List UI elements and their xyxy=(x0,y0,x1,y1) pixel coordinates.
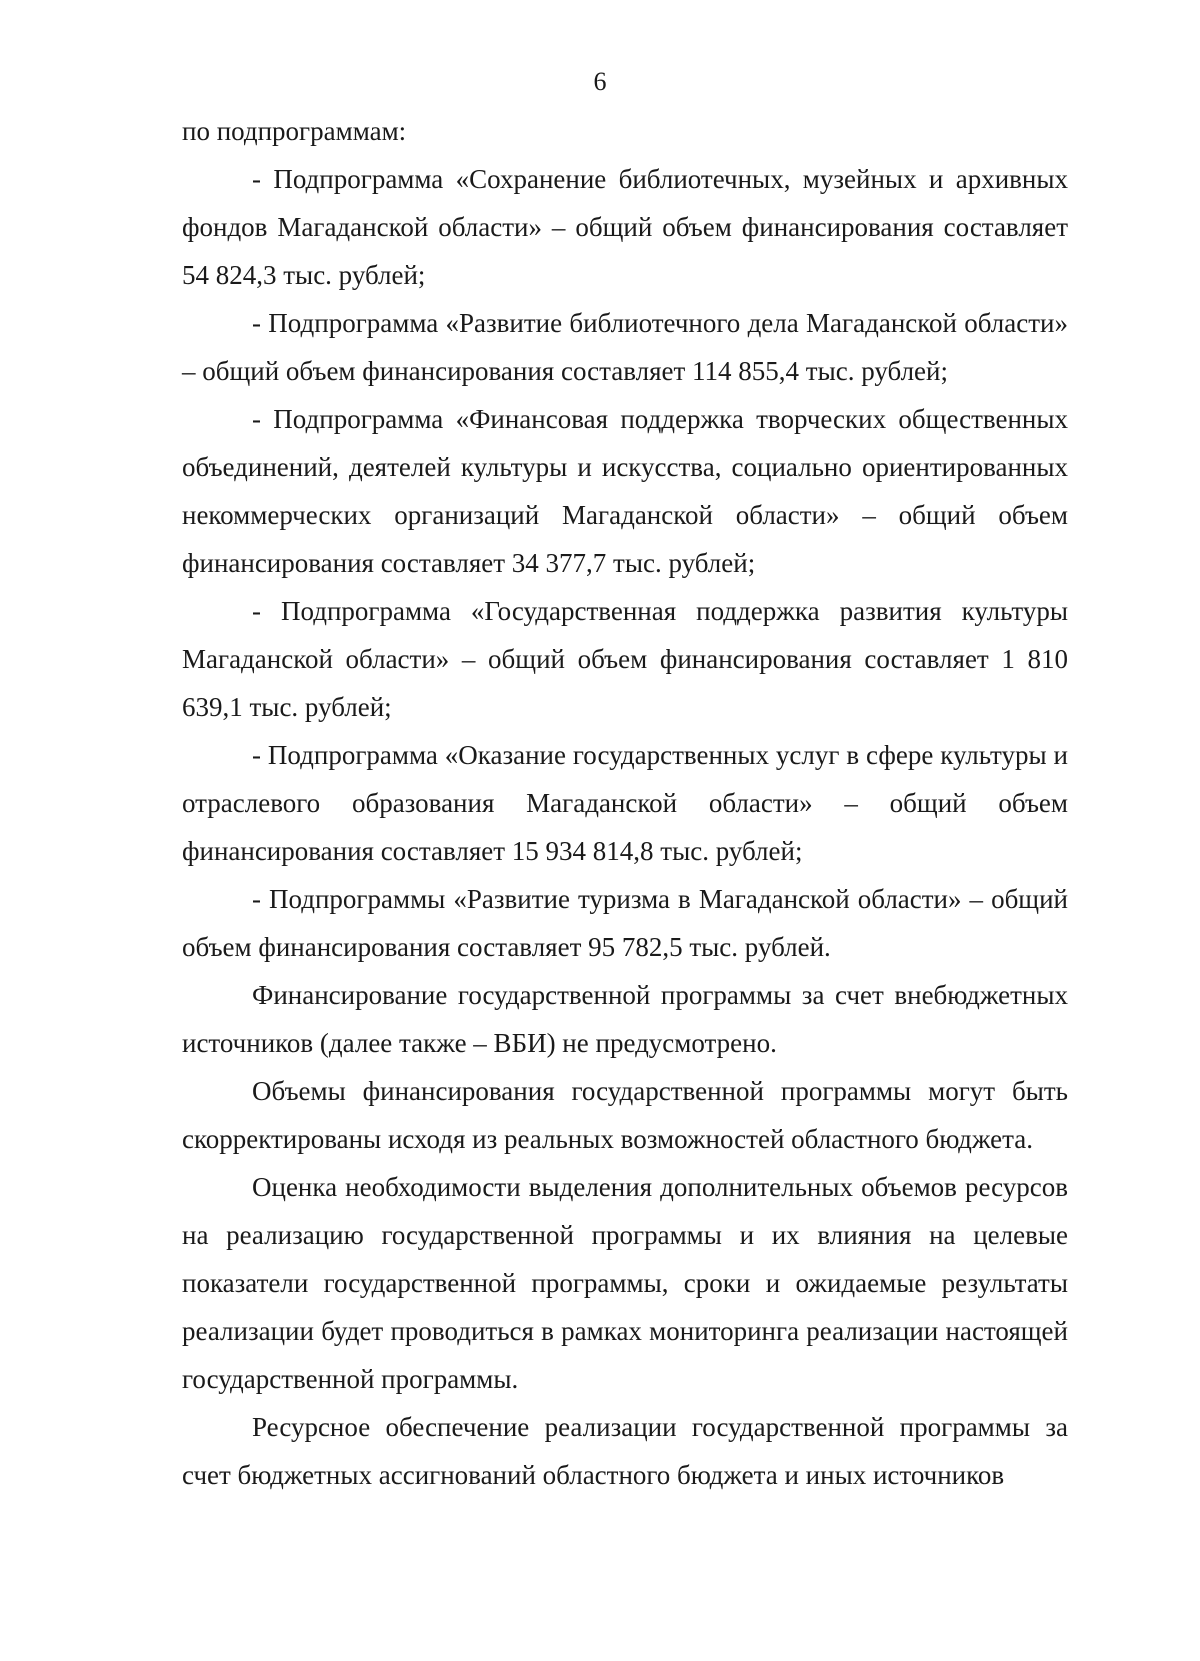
paragraph-subprogram-tourism: - Подпрограммы «Развитие туризма в Магаданской области» – общий объем финансирования составляет 95 782,5 тыс. рублей. xyxy=(182,884,1068,962)
paragraph-intro: по подпрограммам: xyxy=(182,116,407,146)
document-body xyxy=(182,107,1068,1499)
paragraph-extrabudgetary: Финансирование государственной программы за счет внебюджетных источников (далее также – ВБИ) не предусмотрено. xyxy=(182,980,1068,1058)
paragraph-subprogram-state-support: - Подпрограмма «Государственная поддержка развития культуры Магаданской области» – общий объем финансирования составляет 1 810 639,1 тыс. рублей; xyxy=(182,596,1068,722)
paragraph-adjustment: Объемы финансирования государственной программы могут быть скорректированы исходя из реальных возможностей областного бюджета. xyxy=(182,1076,1068,1154)
paragraph-assessment: Оценка необходимости выделения дополнительных объемов ресурсов на реализацию государственной программы и их влияния на целевые показатели государственной программы, сроки и ожидаемые результаты реализации будет проводиться в рамках мониторинга реализации настоящей государственной программы. xyxy=(182,1172,1068,1394)
paragraph-subprogram-state-services: - Подпрограмма «Оказание государственных услуг в сфере культуры и отраслевого образования Магаданской области» – общий объем финансирования составляет 15 934 814,8 тыс. рублей; xyxy=(182,740,1068,866)
paragraph-subprogram-library: - Подпрограмма «Развитие библиотечного дела Магаданской области» – общий объем финансирования составляет 114 855,4 тыс. рублей; xyxy=(182,308,1068,386)
page-number: 6 xyxy=(593,67,607,96)
paragraph-subprogram-funds: - Подпрограмма «Сохранение библиотечных, музейных и архивных фондов Магаданской области» – общий объем финансирования составляет 54 824,3 тыс. рублей; xyxy=(182,164,1068,290)
paragraph-subprogram-financial-support: - Подпрограмма «Финансовая поддержка творческих общественных объединений, деятелей культуры и искусства, социально ориентированных некоммерческих организаций Магаданской области» – общий объем финансирования составляет 34 377,7 тыс. рублей; xyxy=(182,404,1068,578)
paragraph-resource-provision: Ресурсное обеспечение реализации государственной программы за счет бюджетных ассигнований областного бюджета и иных источников xyxy=(182,1412,1068,1490)
